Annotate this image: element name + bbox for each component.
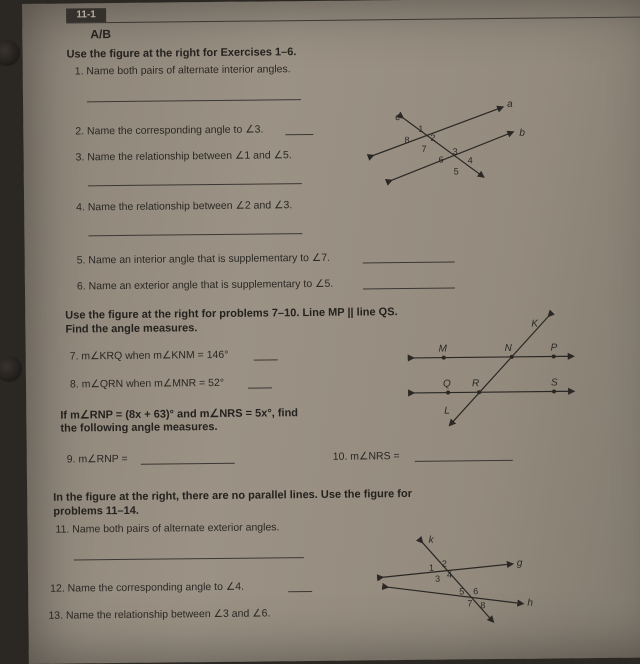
line-a <box>373 107 503 155</box>
point-p <box>552 354 556 358</box>
level-label: A/B <box>90 27 112 42</box>
binder-hole-middle <box>0 356 22 382</box>
part3-instructions-2: problems 11–14. <box>53 504 139 518</box>
answer-line-11[interactable] <box>74 557 304 560</box>
figure-parallel-lines-a-b <box>373 99 534 191</box>
label-c: c <box>395 112 401 124</box>
angle-5: 5 <box>453 166 459 177</box>
point-q <box>446 391 450 395</box>
label-r: R <box>471 378 480 390</box>
answer-line-5[interactable] <box>363 261 455 263</box>
question-9: 9. m∠RNP = <box>66 452 128 466</box>
part3-instructions-1: In the figure at the right, there are no parallel lines. Use the figure for <box>53 487 413 504</box>
line-h <box>388 586 523 605</box>
angle-3: 3 <box>452 146 458 157</box>
question-4: 4. Name the relationship between ∠2 and ∠3. <box>76 199 293 214</box>
angle-1: 1 <box>428 562 434 573</box>
question-12: 12. Name the corresponding angle to ∠4. <box>50 580 245 595</box>
worksheet-page <box>22 0 640 664</box>
angle-8: 8 <box>404 134 410 146</box>
label-s: S <box>550 377 558 389</box>
header-rule <box>66 16 640 23</box>
label-q: Q <box>442 378 451 390</box>
answer-line-4[interactable] <box>88 233 302 236</box>
answer-line-7[interactable] <box>254 359 278 360</box>
label-l: L <box>444 405 450 417</box>
angle-7: 7 <box>467 598 473 609</box>
question-1: 1. Name both pairs of alternate interior angles. <box>74 63 291 78</box>
part1-instructions: Use the figure at the right for Exercises 1–6. <box>66 46 297 61</box>
answer-line-8[interactable] <box>248 387 272 388</box>
answer-line-9[interactable] <box>141 463 235 465</box>
label-k: K <box>531 318 539 330</box>
label-n: N <box>504 342 512 354</box>
question-13: 13. Name the relationship between ∠3 and ∠6. <box>48 607 271 622</box>
angle-1: 1 <box>418 123 424 134</box>
answer-line-2[interactable] <box>285 134 313 135</box>
line-k <box>423 542 494 623</box>
given-line-2: the following angle measures. <box>60 420 218 435</box>
angle-3: 3 <box>434 573 441 584</box>
answer-line-3[interactable] <box>88 183 302 186</box>
question-8: 8. m∠QRN when m∠MNR = 52° <box>69 376 225 391</box>
question-2: 2. Name the corresponding angle to ∠3. <box>75 123 264 138</box>
figure-mp-parallel-qs <box>413 316 584 433</box>
part2-instructions-1: Use the figure at the right for problems 7–10. Line MP || line QS. <box>65 306 398 322</box>
point-s <box>552 389 556 393</box>
point-m <box>442 356 446 360</box>
angle-4: 4 <box>467 155 473 166</box>
angle-2: 2 <box>430 132 436 143</box>
line-c <box>403 117 484 178</box>
section-tag: 11-1 <box>66 8 106 22</box>
label-g: g <box>516 557 523 569</box>
label-a: a <box>507 98 513 110</box>
answer-line-1[interactable] <box>87 99 301 102</box>
angle-4: 4 <box>446 569 453 580</box>
angle-2: 2 <box>441 558 447 569</box>
angle-8: 8 <box>480 600 486 611</box>
answer-line-10[interactable] <box>415 460 513 462</box>
part2-instructions-2: Find the angle measures. <box>65 322 198 336</box>
angle-6: 6 <box>438 154 444 165</box>
question-7: 7. m∠KRQ when m∠KNM = 146° <box>69 348 229 363</box>
question-3: 3. Name the relationship between ∠1 and ∠5. <box>75 149 292 164</box>
line-kl <box>448 317 549 426</box>
binder-hole-top <box>0 40 20 66</box>
angle-7: 7 <box>421 143 427 154</box>
line-qs <box>414 391 574 393</box>
question-11: 11. Name both pairs of alternate exterior angles. <box>55 521 280 536</box>
angle-5: 5 <box>459 586 465 597</box>
line-mp <box>414 356 574 358</box>
answer-line-12[interactable] <box>288 591 312 592</box>
label-k: k <box>428 534 434 546</box>
label-p: P <box>550 342 558 354</box>
given-line-1: If m∠RNP = (8x + 63)° and m∠NRS = 5x°, find <box>60 407 299 422</box>
question-10: 10. m∠NRS = <box>332 450 400 463</box>
question-5: 5. Name an interior angle that is supplementary to ∠7. <box>76 251 331 267</box>
label-h: h <box>527 597 533 609</box>
angle-6: 6 <box>473 586 479 597</box>
label-b: b <box>519 127 526 139</box>
question-6: 6. Name an exterior angle that is supplementary to ∠5. <box>76 277 334 293</box>
answer-line-6[interactable] <box>363 287 455 289</box>
figure-nonparallel-lines-g-h <box>383 534 549 626</box>
label-m: M <box>438 343 448 355</box>
